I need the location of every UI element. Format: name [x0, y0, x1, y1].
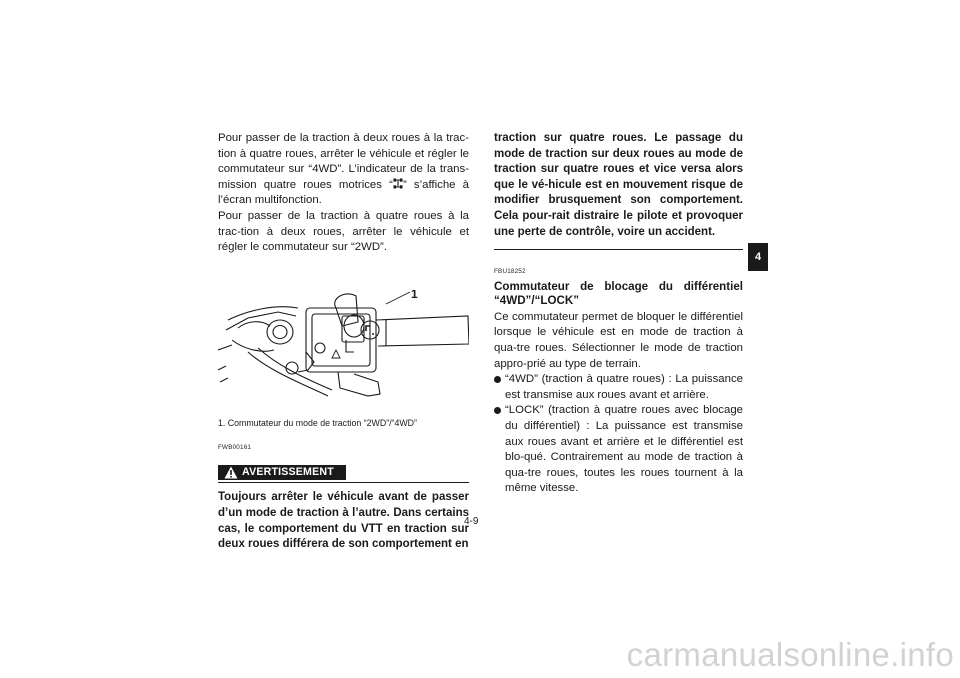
callout-number: 1: [411, 289, 418, 301]
warning-code: FWB00161: [218, 443, 252, 451]
paragraph-2wd-to-4wd: Pour passer de la traction à deux roues à la trac-tion à quatre roues, arrêter le véhicule et régler le commutateur sur “4WD”. L’indicateur de la trans-mission quatre roues motrices “ ” s’affiche à l’écran multifonction.: [218, 132, 469, 207]
chapter-tab: 4: [748, 243, 768, 271]
warning-continuation: traction sur quatre roues. Le passage du mode de traction sur deux roues au mode de traction sur quatre roues et vice versa alors que le vé-hicule est en mouvement risque de modifier brusquement son comportement. Cela pour-rait distraire le pilote et provoquer une perte de contrôle, voire un accident.: [494, 132, 743, 238]
bullet-icon: [494, 376, 501, 383]
list-item: “4WD” (traction à quatre roues) : La puissance est transmise aux roues avant et arrière.: [494, 372, 743, 403]
list-item: “LOCK” (traction à quatre roues avec blocage du différentiel) : La puissance est transmise aux roues avant et arrière et le différentiel est blo-qué. Contrairement au mode de traction à qua-tre roues, toutes les roues tournent à la même vitesse.: [494, 403, 743, 497]
section-heading: Commutateur de blocage du différentiel “4WD”/“LOCK”: [494, 279, 743, 308]
warning-header: [218, 465, 469, 483]
watermark: carmanualsonline.info: [626, 636, 954, 673]
warning-label-box: [218, 465, 346, 480]
four-wheel-drive-icon: [393, 178, 403, 189]
warning-triangle-icon: [224, 466, 238, 479]
left-column: [218, 131, 469, 553]
mode-list: [494, 372, 743, 497]
warning-end-rule: [494, 249, 743, 250]
section-body: Ce commutateur permet de bloquer le différentiel lorsque le véhicule est en mode de traction à qua-tre roues. Sélectionner le mode de traction appro-prié au type de terrain.: [494, 310, 743, 370]
page-number: 4-9: [464, 516, 479, 527]
warning-label: AVERTISSEMENT: [242, 466, 334, 479]
figure-caption: 1. Commutateur du mode de traction “2WD”/“4WD”: [218, 417, 417, 428]
switch-illustration: [218, 290, 469, 408]
right-column: [494, 131, 743, 497]
paragraph-4wd-to-2wd: Pour passer de la traction à quatre roues à la trac-tion à deux roues, arrêter le véhicule et régler le commutateur sur “2WD”.: [218, 209, 469, 254]
section-code: FBU18252: [494, 268, 526, 276]
warning-text: Toujours arrêter le véhicule avant de passer d’un mode de traction à l’autre. Dans certains cas, le comportement du VTT en traction sur deux roues différera de son comportement en: [218, 491, 469, 551]
handlebar-switch-drawing: [218, 290, 469, 408]
bullet-icon: [494, 407, 501, 414]
